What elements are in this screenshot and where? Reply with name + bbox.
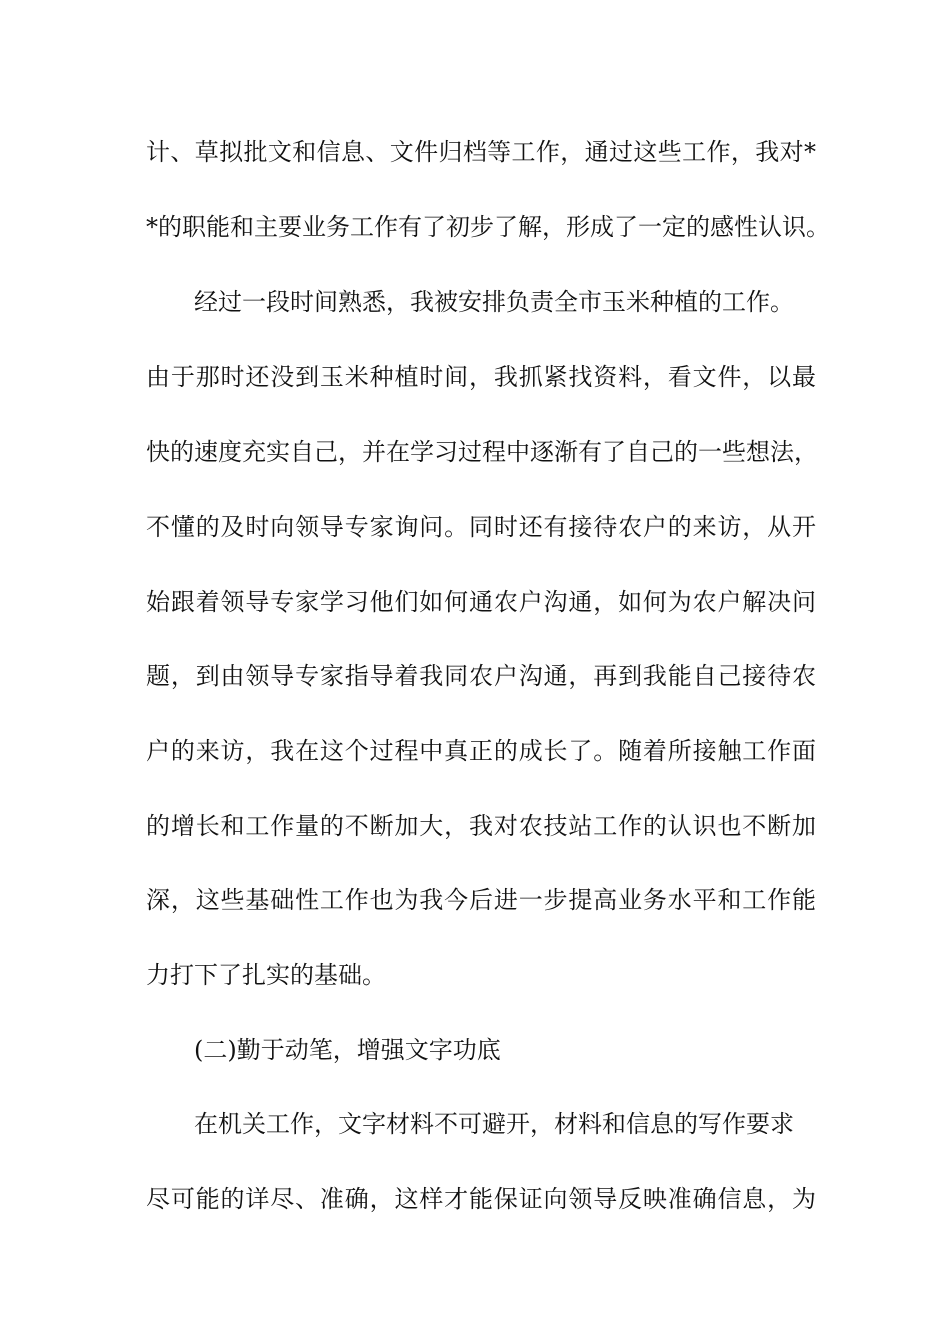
- text-line: 的增长和工作量的不断加大，我对农技站工作的认识也不断加: [146, 812, 816, 840]
- text-line: 不懂的及时向领导专家询问。同时还有接待农户的来访，从开: [146, 513, 816, 541]
- text-line: 深，这些基础性工作也为我今后进一步提高业务水平和工作能: [146, 886, 816, 914]
- paragraph-first-line: 在机关工作，文字材料不可避开，材料和信息的写作要求: [194, 1110, 794, 1138]
- text-line: 快的速度充实自己，并在学习过程中逐渐有了自己的一些想法，: [146, 438, 818, 466]
- section-heading: (二)勤于动笔，增强文字功底: [194, 1036, 501, 1064]
- paragraph-first-line: 经过一段时间熟悉，我被安排负责全市玉米种植的工作。: [194, 288, 794, 316]
- text-line: 由于那时还没到玉米种植时间，我抓紧找资料，看文件，以最: [146, 363, 816, 391]
- text-line: 户的来访，我在这个过程中真正的成长了。随着所接触工作面: [146, 737, 816, 765]
- text-line: 尽可能的详尽、准确，这样才能保证向领导反映准确信息，为: [146, 1185, 816, 1213]
- text-line: *的职能和主要业务工作有了初步了解，形成了一定的感性认识。: [146, 213, 830, 241]
- paragraph-last-line: 力打下了扎实的基础。: [146, 961, 386, 989]
- text-line: 始跟着领导专家学习他们如何通农户沟通，如何为农户解决问: [146, 588, 816, 616]
- text-line: 计、草拟批文和信息、文件归档等工作，通过这些工作，我对*: [146, 138, 816, 166]
- text-line: 题，到由领导专家指导着我同农户沟通，再到我能自己接待农: [146, 662, 816, 690]
